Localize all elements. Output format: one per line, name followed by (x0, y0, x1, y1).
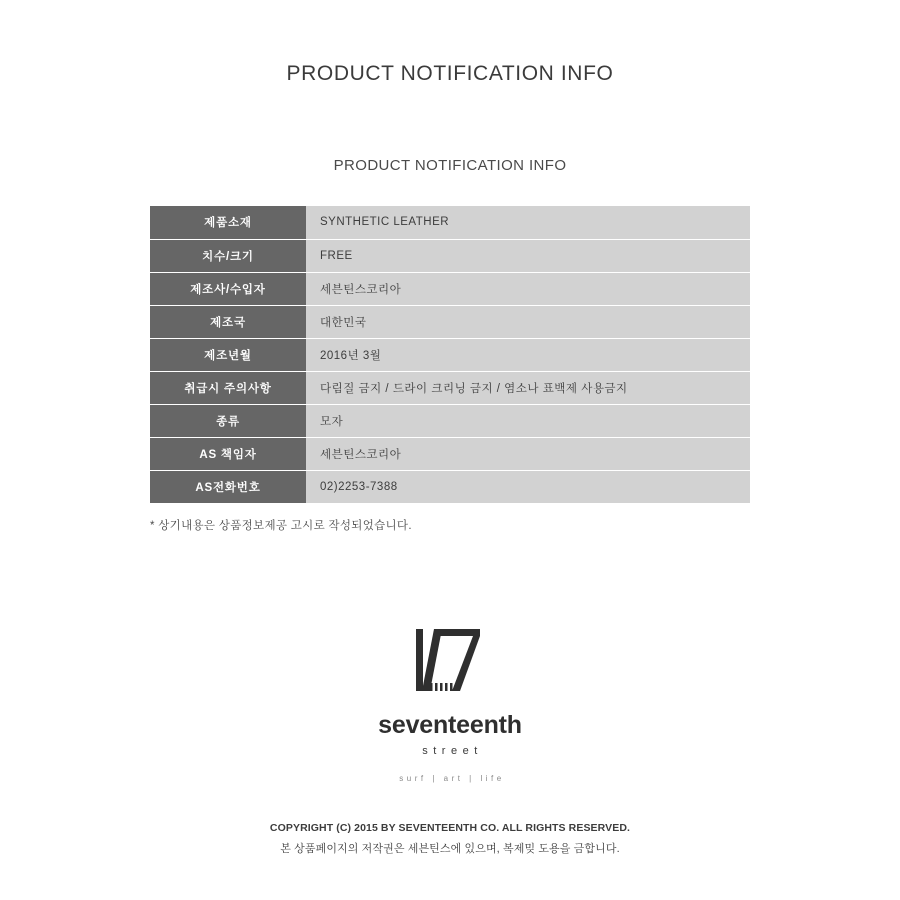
spec-value: FREE (306, 239, 750, 272)
logo-tagline: surf | art | life (399, 774, 505, 783)
section-title: PRODUCT NOTIFICATION INFO (333, 157, 567, 174)
spec-label: AS전화번호 (150, 470, 306, 503)
table-row (150, 371, 750, 404)
spec-value: 02)2253-7388 (306, 470, 750, 503)
spec-label: 제품소재 (150, 206, 306, 239)
copyright-text: COPYRIGHT (C) 2015 BY SEVENTEENTH CO. ALL RIGHTS RESERVED. (269, 822, 631, 834)
logo-subword: street (422, 745, 483, 757)
spec-value: 2016년 3월 (306, 338, 750, 371)
table-row (150, 272, 750, 305)
table-row (150, 470, 750, 503)
brand-logo (0, 629, 900, 783)
logo-wordmark: seventeenth (378, 711, 522, 739)
table-row (150, 404, 750, 437)
page-footer (0, 822, 900, 856)
spec-value: 모자 (306, 404, 750, 437)
spec-table-container (150, 174, 750, 503)
spec-label: 제조사/수입자 (150, 272, 306, 305)
spec-value: 세븐틴스코리아 (306, 437, 750, 470)
product-spec-table (150, 206, 750, 503)
spec-label: 종류 (150, 404, 306, 437)
copyright-notice-kr: 본 상품페이지의 저작권은 세븐틴스에 있으며, 복제밎 도용을 금합니다. (280, 843, 620, 855)
spec-value: 세븐틴스코리아 (306, 272, 750, 305)
page-title: PRODUCT NOTIFICATION INFO (286, 62, 614, 85)
spec-value: 대한민국 (306, 305, 750, 338)
spec-value: 다림질 금지 / 드라이 크리닝 금지 / 염소나 표백제 사용금지 (306, 371, 750, 404)
spec-label: AS 책임자 (150, 437, 306, 470)
spec-label: 치수/크기 (150, 239, 306, 272)
table-row (150, 305, 750, 338)
spec-table-body (150, 206, 750, 503)
spec-note: * 상기내용은 상품정보제공 고시로 작성되었습니다. (150, 520, 412, 532)
table-row (150, 437, 750, 470)
spec-label: 제조국 (150, 305, 306, 338)
table-row (150, 338, 750, 371)
spec-label: 제조년월 (150, 338, 306, 371)
table-row (150, 206, 750, 239)
seventeenth-mark-icon (390, 629, 510, 705)
spec-value: SYNTHETIC LEATHER (306, 206, 750, 239)
table-row (150, 239, 750, 272)
spec-label: 취급시 주의사항 (150, 371, 306, 404)
